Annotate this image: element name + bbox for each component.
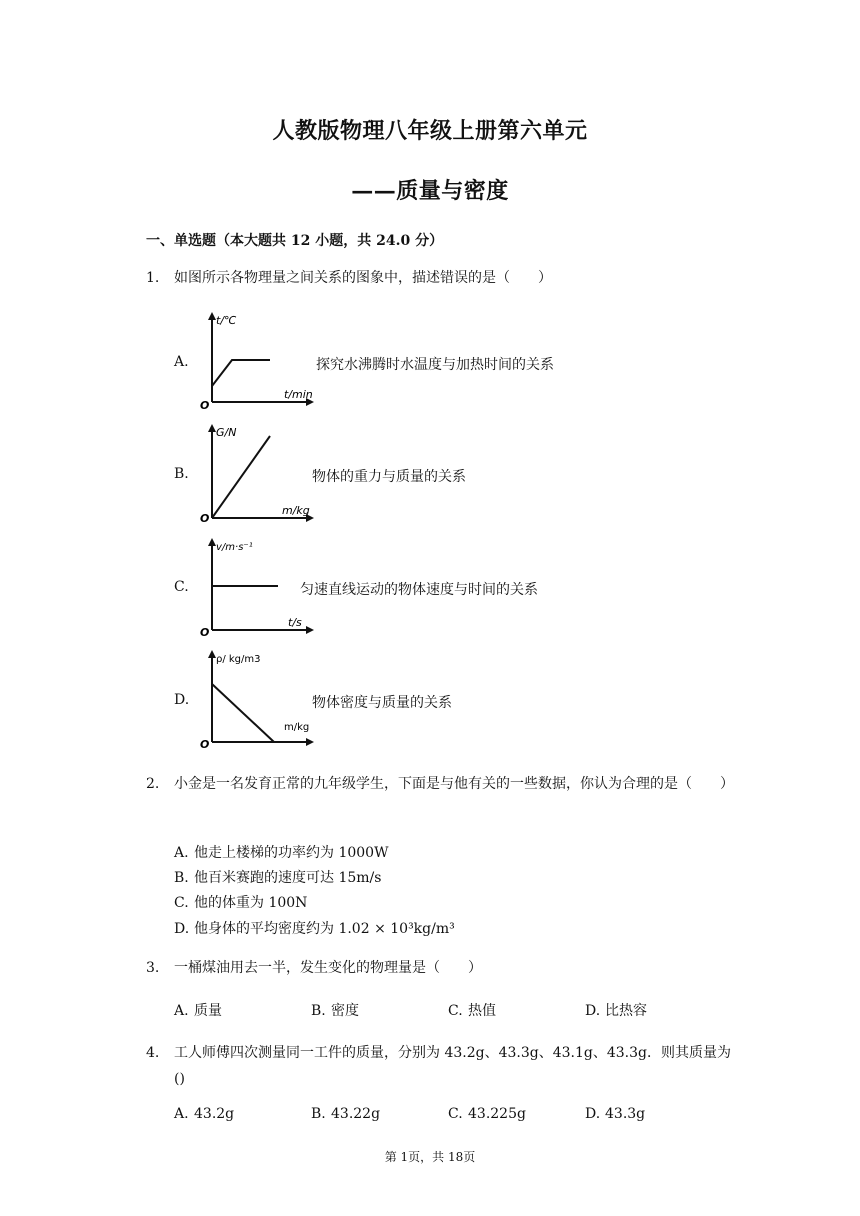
y-axis-label: v/m·s⁻¹ [216, 542, 253, 553]
option-label: C. [174, 579, 189, 595]
question-number: 3. [146, 960, 160, 976]
question-number: 1. [146, 270, 160, 286]
question-text: 小金是一名发育正常的九年级学生，下面是与他有关的一些数据，你认为合理的是（ ） [174, 776, 734, 792]
section-heading: 一、单选题（本大题共 12 小题，共 24.0 分） [146, 233, 444, 249]
question-number: 4. [146, 1045, 160, 1061]
origin-label: O [200, 626, 210, 636]
answer-option: B. 43.22g [311, 1106, 381, 1122]
graph-b-gravity [196, 422, 326, 522]
option-description: 探究水沸腾时水温度与加热时间的关系 [316, 357, 554, 373]
answer-option: D. 比热容 [585, 1003, 647, 1019]
option-label: A. [174, 354, 189, 370]
answer-option: C. 热值 [448, 1003, 496, 1019]
option-label: B. [174, 466, 189, 482]
question-text: 工人师傅四次测量同一工件的质量，分别为 43.2g、43.3g、43.1g、43.3g．则其质量为() [174, 1045, 731, 1087]
page-footer: 第 1页，共 18页 [384, 1150, 476, 1164]
question-text: 如图所示各物理量之间关系的图象中，描述错误的是（ ） [174, 270, 552, 286]
answer-option: A. 43.2g [174, 1106, 235, 1122]
question-number: 2. [146, 776, 160, 792]
answer-option: A. 他走上楼梯的功率约为 1000W [174, 845, 389, 861]
y-axis-label: ρ/ kg/m3 [216, 654, 261, 665]
x-axis-label: m/kg [284, 722, 310, 733]
answer-option: D. 43.3g [585, 1106, 646, 1122]
y-axis-label: t/℃ [216, 314, 237, 327]
answer-option: D. 他身体的平均密度约为 1.02 × 10³kg/m³ [174, 921, 455, 937]
question-text: 一桶煤油用去一半，发生变化的物理量是（ ） [174, 960, 482, 976]
x-axis-label: t/s [288, 616, 302, 629]
option-description: 物体的重力与质量的关系 [312, 469, 466, 485]
origin-label: O [200, 738, 210, 748]
answer-option: C. 43.225g [448, 1106, 526, 1122]
y-axis-label: G/N [216, 426, 237, 439]
page-title: 人教版物理八年级上册第六单元 [272, 118, 588, 144]
graph-a-boiling [196, 310, 326, 410]
answer-option: B. 他百米赛跑的速度可达 15m/s [174, 870, 382, 886]
answer-option: A. 质量 [174, 1003, 222, 1019]
origin-label: O [200, 512, 210, 522]
answer-option: B. 密度 [311, 1003, 359, 1019]
graph-d-density [196, 648, 326, 748]
x-axis-label: m/kg [282, 504, 310, 517]
option-label: D. [174, 692, 190, 708]
option-description: 匀速直线运动的物体速度与时间的关系 [300, 582, 538, 598]
x-axis-label: t/min [284, 388, 313, 401]
origin-label: O [200, 399, 210, 410]
option-description: 物体密度与质量的关系 [312, 695, 452, 711]
page-subtitle: ——质量与密度 [351, 178, 509, 204]
answer-option: C. 他的体重为 100N [174, 895, 308, 911]
